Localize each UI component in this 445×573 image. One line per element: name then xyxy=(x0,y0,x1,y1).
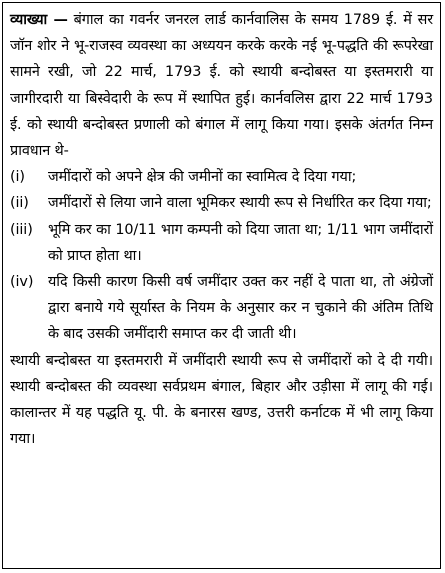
provision-marker: (ii) xyxy=(10,195,29,212)
provision-item xyxy=(10,269,433,348)
explanation-heading: व्याख्या — xyxy=(10,12,68,28)
intro-text: बंगाल का गवर्नर जनरल लार्ड कार्नवालिस के समय 1789 ई. में सर जॉन शोर ने भू-राजस्व व्यवस्था का अध्ययन करके करके नई भू-पद्धति की रूपरेखा सामने रखी, जो 22 मार्च, 1793 ई. को स्थायी बन्दोबस्त या इस्तमरारी या जागीरदारी या बिस्वेदारी के रूप में स्थापित हुई। कार्नवलिस द्वारा 22 मार्च 1793 ई. को स्थायी बन्दोबस्त प्रणाली को बंगाल में लागू किया गया। इसके अंतर्गत निम्न प्रावधान थे- xyxy=(10,12,433,160)
provision-item xyxy=(10,164,433,190)
provision-item xyxy=(10,190,433,216)
provision-text: जमींदारों से लिया जाने वाला भूमिकर स्थायी रूप से निर्धारित कर दिया गया; xyxy=(48,195,432,212)
conclusion-paragraph: स्थायी बन्दोबस्त या इस्तमरारी में जमींदारी स्थायी रूप से जमींदारों को दे दी गयी। स्थायी बन्दोबस्त की व्यवस्था सर्वप्रथम बंगाल, बिहार और उड़ीसा में लागू की गई। कालान्तर में यह पद्धति यू. पी. के बनारस खण्ड, उत्तरी कर्नाटक में भी लागू किया गया। xyxy=(10,352,433,448)
provision-item xyxy=(10,217,433,269)
provision-marker: (iv) xyxy=(10,274,34,291)
provision-marker: (i) xyxy=(10,169,25,186)
provision-marker: (iii) xyxy=(10,221,33,238)
provision-text: यदि किसी कारण किसी वर्ष जमींदार उक्त कर नहीं दे पाता था, तो अंग्रेजों द्वारा बनाये गये सूर्यास्त के नियम के अनुसार कर न चुकाने की अंतिम तिथि के बाद उसकी जमींदारी समाप्त कर दी जाती थी। xyxy=(48,274,433,343)
provisions-list xyxy=(10,164,433,347)
intro-paragraph xyxy=(10,7,433,164)
explanation-box xyxy=(2,2,441,569)
provision-text: जमींदारों को अपने क्षेत्र की जमीनों का स्वामित्व दे दिया गया; xyxy=(48,169,357,186)
provision-text: भूमि कर का 10/11 भाग कम्पनी को दिया जाता था; 1/11 भाग जमींदारों को प्राप्त होता था। xyxy=(48,221,433,264)
